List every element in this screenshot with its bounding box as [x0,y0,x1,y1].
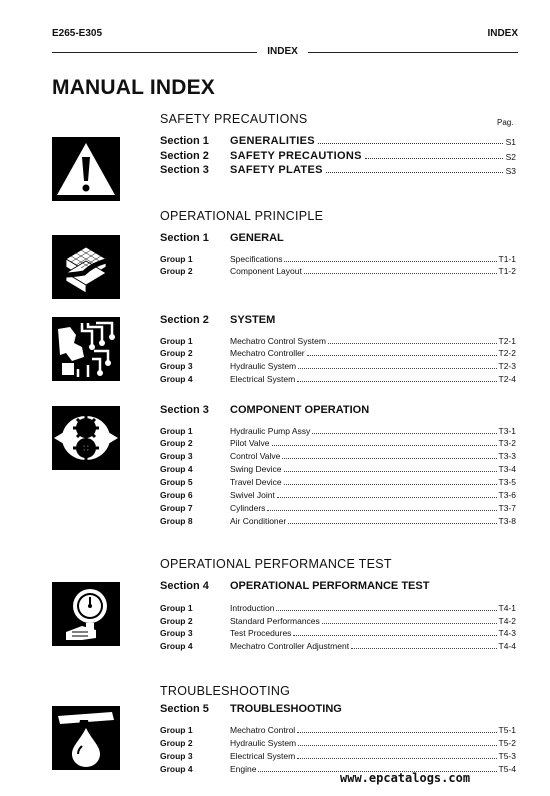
section-number: Section 2 [160,314,209,326]
index-entry-t5-2[interactable] [160,737,516,748]
dot-leader [272,445,497,446]
group-title: Test Procedures [230,628,292,638]
index-entry-t4-2[interactable] [160,615,516,626]
page-ref: T3-2 [498,438,516,448]
group-number: Group 2 [160,348,193,358]
section-number: Section 1 [160,232,209,244]
chapter-operational-title: OPERATIONAL PRINCIPLE [160,209,324,223]
group-number: Group 3 [160,751,193,761]
index-entry-t5-1[interactable] [160,724,516,735]
page-ref: T3-3 [498,451,516,461]
index-entry-t2-1[interactable] [160,335,516,346]
group-title: Electrical System [230,374,296,384]
dot-leader [284,484,497,485]
group-title: Pilot Valve [230,438,270,448]
page-ref: S3 [505,166,516,176]
oil-drop-icon [52,706,120,770]
group-title: Mechatro Controller [230,348,305,358]
section-title: SYSTEM [230,314,276,326]
group-title: Engine [230,764,257,774]
page-ref: T2-3 [498,361,516,371]
group-number: Group 4 [160,641,193,651]
page-ref: T3-8 [498,516,516,526]
group-title: Mechatro Control System [230,336,326,346]
index-entry-t3-2[interactable] [160,437,516,448]
page-ref: T4-4 [498,641,516,651]
section-title: TROUBLESHOOTING [230,703,342,715]
section-number: Section 2 [160,150,209,162]
dot-leader [328,343,497,344]
group-number: Group 3 [160,628,193,638]
dot-leader [293,635,496,636]
chapter-performance-title: OPERATIONAL PERFORMANCE TEST [160,557,392,571]
dot-leader [284,471,497,472]
section-title: SAFETY PRECAUTIONS [230,150,362,162]
dot-leader [298,368,496,369]
page-column-label: Pag. [497,118,514,127]
header-index-label: INDEX [487,28,518,39]
index-entry-t3-4[interactable] [160,463,516,474]
group-title: Standard Performances [230,616,320,626]
section-number: Section 4 [160,580,209,592]
section-heading-s5 [160,703,342,715]
index-entry-t3-6[interactable] [160,489,516,500]
page-ref: T2-1 [498,336,516,346]
section-heading-s3 [160,404,369,416]
group-number: Group 1 [160,336,193,346]
index-entry-t4-1[interactable] [160,602,516,613]
section-number: Section 1 [160,135,209,147]
section-title: SAFETY PLATES [230,164,323,176]
group-number: Group 2 [160,438,193,448]
dot-leader [304,273,497,274]
group-number: Group 6 [160,490,193,500]
index-entry-t3-1[interactable] [160,425,516,436]
page-ref: T5-2 [498,738,516,748]
index-entry-t3-7[interactable] [160,502,516,513]
page-ref: T3-1 [498,426,516,436]
watermark-url: www.epcatalogs.com [340,771,471,785]
section-heading-s4 [160,580,429,592]
circuit-system-icon [52,317,120,381]
index-entry-t5-3[interactable] [160,750,516,761]
dot-leader [307,355,497,356]
page-ref: T3-6 [498,490,516,500]
page-ref: S1 [505,137,516,147]
group-number: Group 7 [160,503,193,513]
dot-leader [297,381,496,382]
group-number: Group 2 [160,738,193,748]
group-title: Cylinders [230,503,266,513]
dot-leader [351,648,496,649]
index-entry-safety-s3[interactable] [160,162,516,176]
section-number: Section 5 [160,703,209,715]
group-number: Group 3 [160,361,193,371]
dot-leader [276,610,496,611]
group-number: Group 5 [160,477,193,487]
gear-pump-icon [52,406,120,470]
model-label: E265-E305 [52,28,103,39]
dot-leader [277,497,497,498]
section-title: GENERAL [230,232,284,244]
group-title: Control Valve [230,451,281,461]
dot-leader [282,458,496,459]
group-number: Group 4 [160,374,193,384]
index-entry-t2-4[interactable] [160,373,516,384]
index-entry-t3-5[interactable] [160,476,516,487]
index-entry-t3-3[interactable] [160,450,516,461]
group-number: Group 2 [160,616,193,626]
group-number: Group 4 [160,764,193,774]
page-ref: T3-5 [498,477,516,487]
section-title: GENERALITIES [230,135,315,147]
section-heading-s1 [160,232,284,244]
page-ref: T4-3 [498,628,516,638]
group-number: Group 1 [160,426,193,436]
section-heading-s2 [160,314,275,326]
group-number: Group 2 [160,266,193,276]
group-title: Specifications [230,254,283,264]
dot-leader [284,261,496,262]
dot-leader [267,510,496,511]
group-title: Mechatro Controller Adjustment [230,641,350,651]
header-center-label: INDEX [267,46,298,57]
group-title: Hydraulic Pump Assy [230,426,311,436]
section-title: OPERATIONAL PERFORMANCE TEST [230,580,430,592]
dot-leader [297,758,496,759]
group-number: Group 8 [160,516,193,526]
page-ref: T4-1 [498,603,516,613]
group-title: Air Conditioner [230,516,287,526]
group-title: Hydraulic System [230,738,297,748]
dot-leader [297,732,496,733]
page-ref: T1-1 [498,254,516,264]
page-ref: T2-2 [498,348,516,358]
header-rule-left [52,52,257,53]
group-title: Electrical System [230,751,296,761]
page-ref: T5-1 [498,725,516,735]
warning-triangle-icon [52,137,120,201]
general-cube-icon [52,235,120,299]
group-number: Group 1 [160,254,193,264]
dot-leader [326,172,503,173]
page-ref: T4-2 [498,616,516,626]
header-rule-right [308,52,518,53]
group-title: Swivel Joint [230,490,275,500]
page-ref: T3-7 [498,503,516,513]
group-title: Hydraulic System [230,361,297,371]
page-ref: T5-4 [498,764,516,774]
page-ref: T3-4 [498,464,516,474]
dot-leader [318,143,503,144]
index-entry-t4-3[interactable] [160,627,516,638]
section-number: Section 3 [160,164,209,176]
group-number: Group 1 [160,603,193,613]
dot-leader [322,623,497,624]
pressure-gauge-icon [52,582,120,646]
dot-leader [312,433,496,434]
section-number: Section 3 [160,404,209,416]
dot-leader [288,523,496,524]
section-title: COMPONENT OPERATION [230,404,370,416]
group-number: Group 4 [160,464,193,474]
index-entry-t2-3[interactable] [160,360,516,371]
index-entry-t2-2[interactable] [160,347,516,358]
chapter-safety-title: SAFETY PRECAUTIONS [160,112,308,126]
index-entry-t4-4[interactable] [160,640,516,651]
page-title: MANUAL INDEX [52,76,216,99]
index-entry-t3-8[interactable] [160,515,516,526]
chapter-troubleshooting-title: TROUBLESHOOTING [160,684,291,698]
group-title: Mechatro Control [230,725,296,735]
group-title: Swing Device [230,464,282,474]
dot-leader [365,158,503,159]
index-entry-t1-2[interactable] [160,265,516,276]
page-ref: S2 [505,152,516,162]
page-ref: T5-3 [498,751,516,761]
index-entry-safety-s1[interactable] [160,133,516,147]
dot-leader [298,745,496,746]
group-number: Group 1 [160,725,193,735]
group-title: Introduction [230,603,275,613]
group-number: Group 3 [160,451,193,461]
group-title: Travel Device [230,477,282,487]
index-entry-safety-s2[interactable] [160,148,516,162]
group-title: Component Layout [230,266,302,276]
index-entry-t1-1[interactable] [160,253,516,264]
page-ref: T2-4 [498,374,516,384]
page-ref: T1-2 [498,266,516,276]
